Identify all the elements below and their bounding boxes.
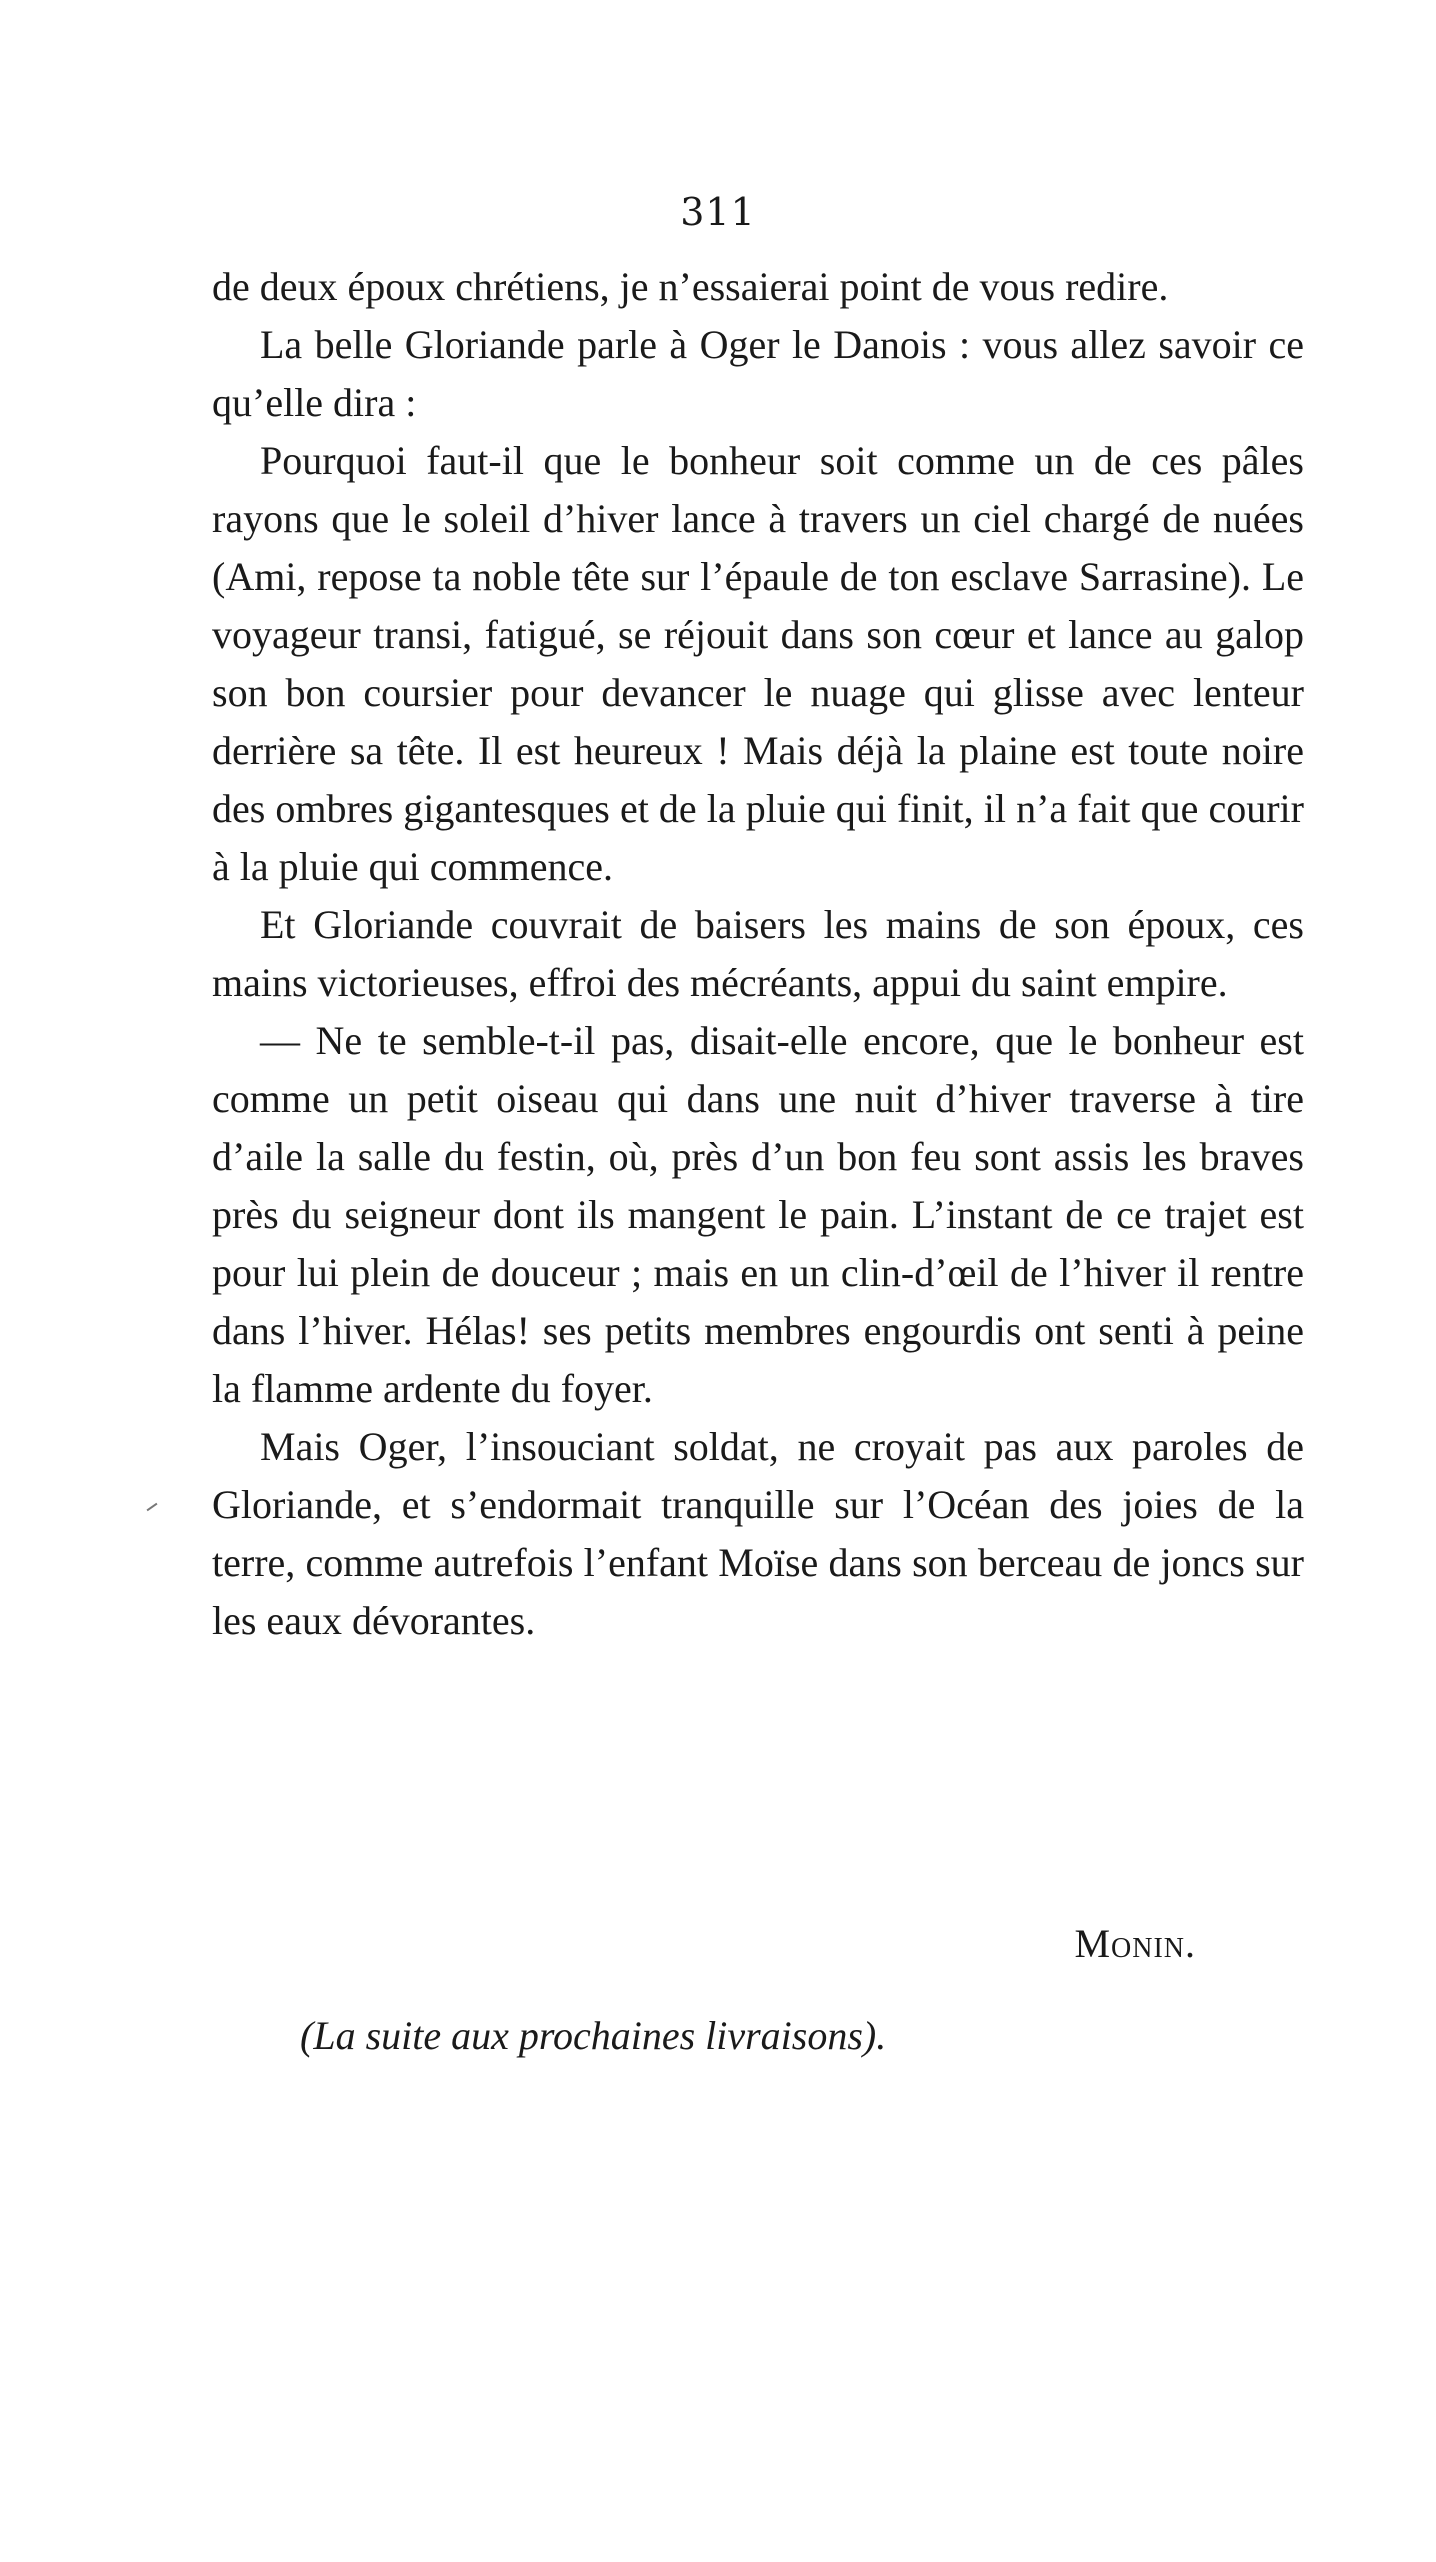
paragraph-continued: de deux époux chrétiens, je n’essaierai point de vous redire. — [212, 264, 1169, 309]
paragraph: La belle Gloriande parle à Oger le Danois : vous allez savoir ce qu’elle dira : — [212, 322, 1304, 425]
body-text — [212, 258, 1304, 1650]
continuation-note: (La suite aux prochaines livraisons). — [300, 2013, 887, 2058]
paragraph: Mais Oger, l’insouciant soldat, ne croyait pas aux paroles de Gloriande, et s’endormait tranquille sur l’Océan des joies de la terre, comme autrefois l’enfant Moïse dans son berceau de joncs sur les eaux dévorantes. — [212, 1424, 1304, 1643]
paragraph: Et Gloriande couvrait de baisers les mains de son époux, ces mains victorieuses, effroi des mécréants, appui du saint empire. — [212, 902, 1304, 1005]
page-number: 311 — [680, 190, 756, 234]
paragraph: Pourquoi faut-il que le bonheur soit comme un de ces pâles rayons que le soleil d’hiver lance à travers un ciel chargé de nuées (Ami, repose ta noble tête sur l’épaule de ton esclave Sarrasine). Le voyageur transi, fatigué, se réjouit dans son cœur et lance au galop son bon coursier pour devancer le nuage qui glisse avec lenteur derrière sa tête. Il est heureux ! Mais déjà la plaine est toute noire des ombres gigantesques et de la pluie qui finit, il n’a fait que courir à la pluie qui commence. — [212, 438, 1304, 889]
paragraph: — Ne te semble-t-il pas, disait-elle encore, que le bonheur est comme un petit oiseau qui dans une nuit d’hiver traverse à tire d’aile la salle du festin, où, près d’un bon feu sont assis les braves près du seigneur dont ils mangent le pain. L’instant de ce trajet est pour lui plein de douceur ; mais en un clin-d’œil de l’hiver il rentre dans l’hiver. Hélas! ses petits membres engourdis ont senti à peine la flamme ardente du foyer. — [212, 1018, 1304, 1411]
paper-speck — [147, 1503, 158, 1512]
author-signature: Monin. — [1074, 1921, 1196, 1966]
